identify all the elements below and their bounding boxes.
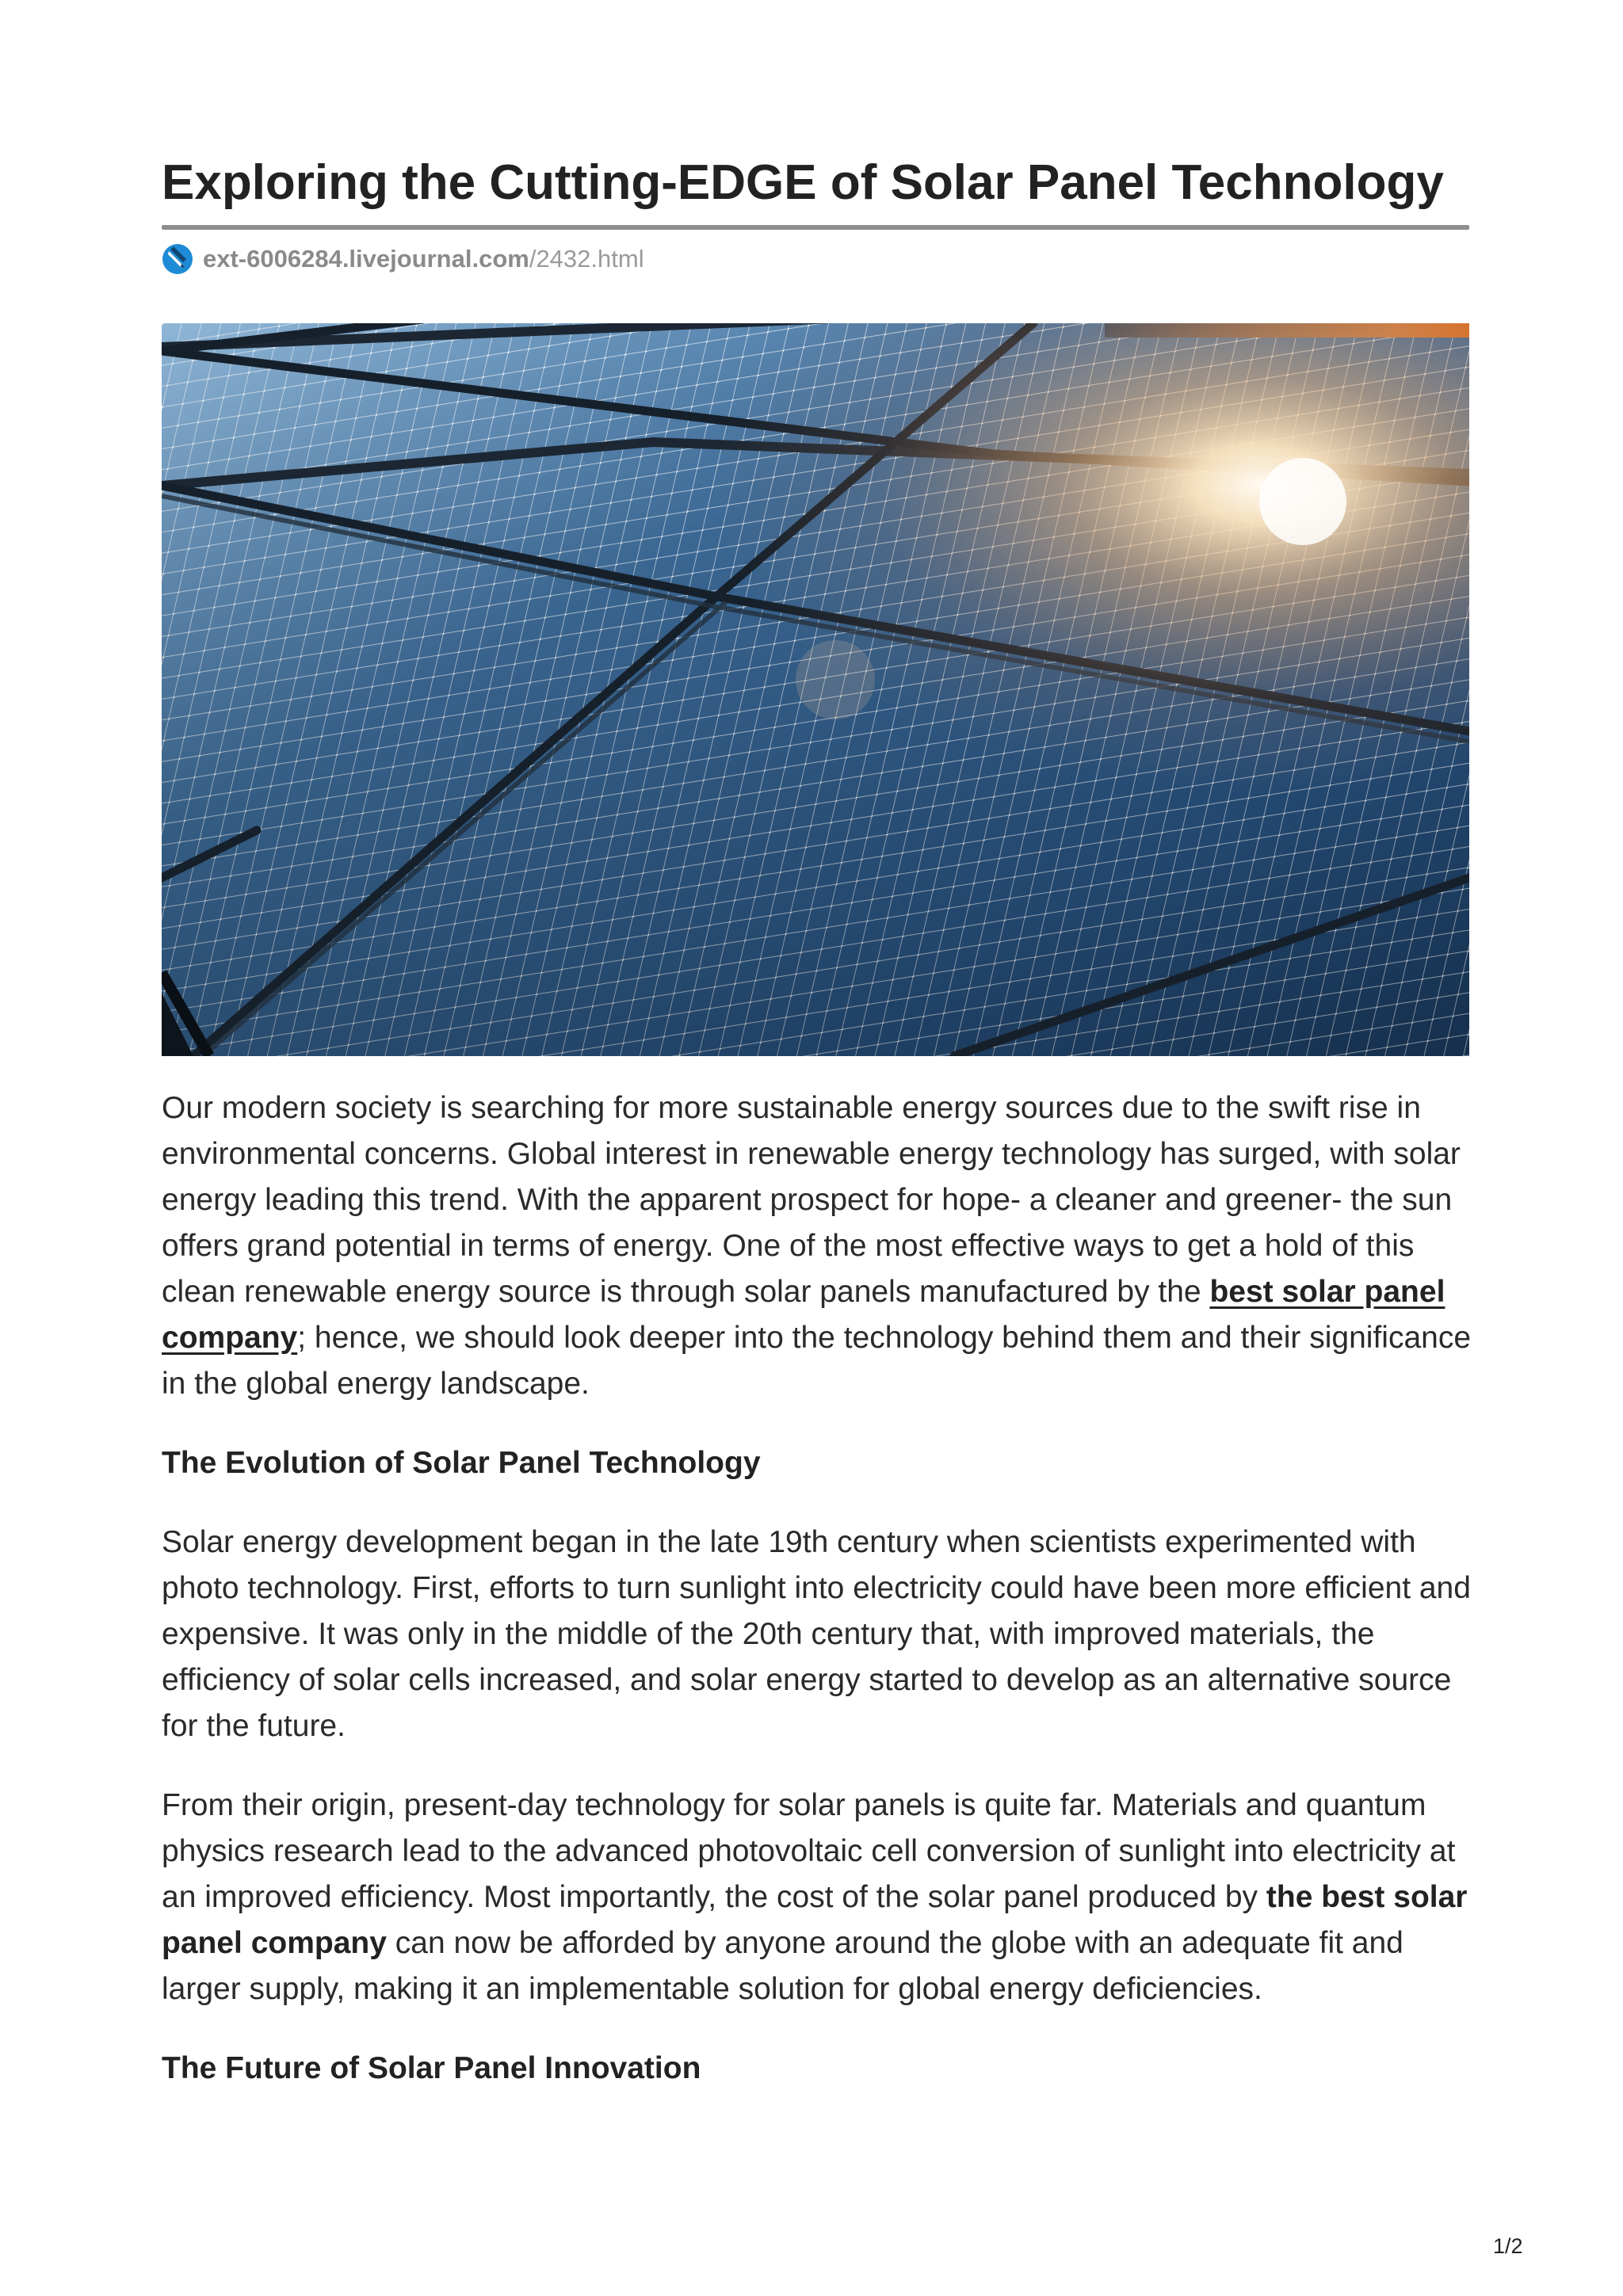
paragraph-history: Solar energy development began in the late 19th century when scientists experimented with photo technology. First, efforts to turn sunlight into electricity could have been more efficient and expensive. It was only in the middle of the 20th century that, with improved materials, the efficiency of solar cells increased, and solar energy started to develop as an alternative source for the future. bbox=[162, 1525, 1471, 1743]
source-path[interactable]: /2432.html bbox=[529, 245, 644, 273]
source-domain[interactable]: ext-6006284.livejournal.com bbox=[203, 245, 529, 273]
article-title: Exploring the Cutting-EDGE of Solar Panel Technology bbox=[162, 155, 1444, 210]
article-body bbox=[162, 1085, 1477, 2125]
hero-image bbox=[162, 323, 1469, 1056]
best-solar-panel-company-link[interactable]: best solar panel company bbox=[162, 1275, 1445, 1355]
bold-company-phrase: the best solar panel company bbox=[162, 1880, 1468, 1960]
solar-panel-array-icon bbox=[162, 323, 1469, 1056]
section-heading-evolution: The Evolution of Solar Panel Technology bbox=[162, 1446, 761, 1480]
paragraph-present-day: From their origin, present-day technology for solar panels is quite far. Materials and quantum physics research lead to the advanced photovoltaic cell conversion of sunlight into electricity at an improved efficiency. Most importantly, the cost of the solar panel produced by the best solar panel company can now be afforded by anyone around the globe with an adequate fit and larger supply, making it an implementable solution for global energy deficiencies. bbox=[162, 1788, 1468, 2006]
page-number: 1/2 bbox=[1493, 2234, 1523, 2258]
paragraph-intro: Our modern society is searching for more sustainable energy sources due to the swift rise in environmental concerns. Global interest in renewable energy technology has surged, with solar energy leading this trend. With the apparent prospect for hope- a cleaner and greener- the sun offers grand potential in terms of energy. One of the most effective ways to get a hold of this clean renewable energy source is through solar panels manufactured by the best solar panel company; hence, we should look deeper into the technology behind them and their significance in the global energy landscape. bbox=[162, 1091, 1472, 1401]
title-divider bbox=[162, 225, 1469, 230]
source-line[interactable] bbox=[162, 242, 644, 276]
section-heading-future: The Future of Solar Panel Innovation bbox=[162, 2051, 701, 2085]
livejournal-pencil-icon bbox=[162, 243, 193, 275]
